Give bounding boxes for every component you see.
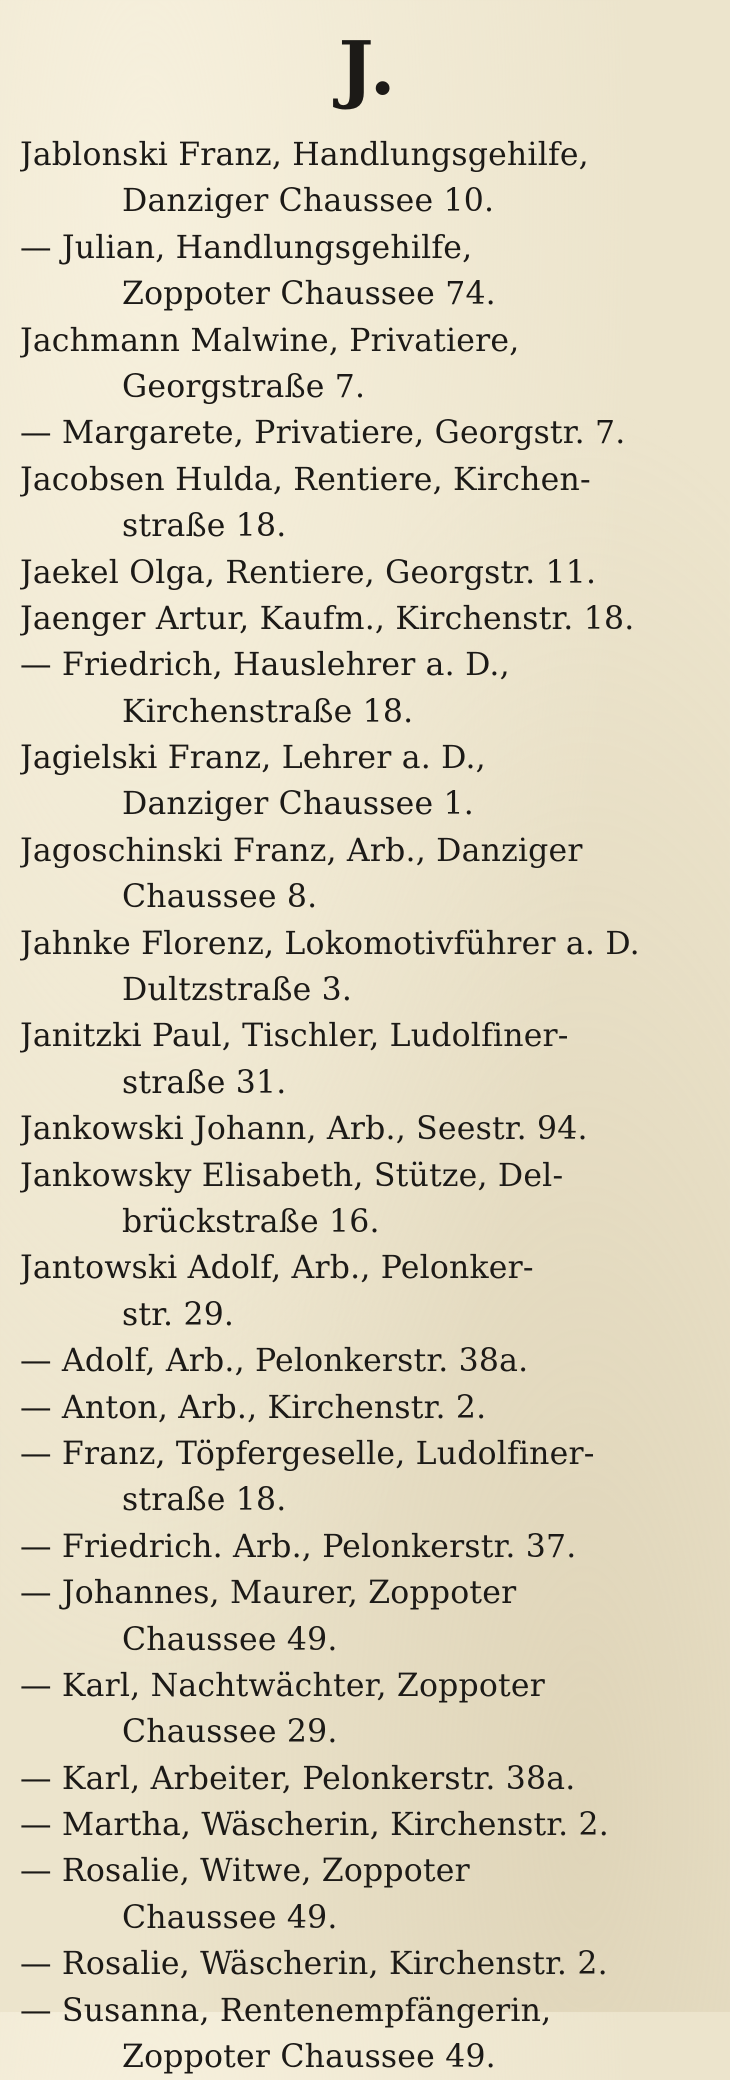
- entry-line: Jankowski Johann, Arb., Seestr. 94.: [20, 1111, 588, 1148]
- entry-line: — Susanna, Rentenempfängerin,: [20, 1992, 552, 2029]
- entry-line: — Rosalie, Witwe, Zoppoter: [20, 1853, 470, 1890]
- entry-continuation-line: Dultzstraße 3.: [122, 972, 353, 1009]
- entry-line: — Martha, Wäscherin, Kirchenstr. 2.: [20, 1807, 609, 1844]
- entry-line: — Johannes, Maurer, Zoppoter: [20, 1575, 517, 1612]
- entry-line: Jachmann Malwine, Privatiere,: [20, 322, 520, 359]
- entry-continuation-line: Danziger Chaussee 1.: [122, 786, 475, 823]
- entry-line: — Adolf, Arb., Pelonkerstr. 38a.: [20, 1343, 529, 1380]
- entry-line: Jahnke Florenz, Lokomotivführer a. D.: [20, 925, 640, 962]
- entry-continuation-line: brückstraße 16.: [122, 1203, 380, 1240]
- entry-line: Jaekel Olga, Rentiere, Georgstr. 11.: [20, 554, 597, 591]
- entry-continuation-line: straße 18.: [122, 1482, 287, 1519]
- entry-line: — Karl, Arbeiter, Pelonkerstr. 38a.: [20, 1760, 576, 1797]
- entry-line: Jaenger Artur, Kaufm., Kirchenstr. 18.: [20, 600, 635, 637]
- entry-line: Jagielski Franz, Lehrer a. D.,: [20, 740, 486, 777]
- entry-line: — Franz, Töpfergeselle, Ludolfiner-: [20, 1435, 595, 1472]
- entry-continuation-line: str. 29.: [122, 1296, 235, 1333]
- section-letter-heading: J.: [338, 26, 398, 112]
- entry-line: — Rosalie, Wäscherin, Kirchenstr. 2.: [20, 1946, 608, 1983]
- entry-continuation-line: straße 18.: [122, 508, 287, 545]
- entry-line: Jantowski Adolf, Arb., Pelonker-: [20, 1250, 534, 1287]
- entry-line: Janitzki Paul, Tischler, Ludolfiner-: [20, 1018, 569, 1055]
- entry-line: Jankowsky Elisabeth, Stütze, Del-: [20, 1157, 564, 1194]
- entry-continuation-line: Kirchenstraße 18.: [122, 693, 414, 730]
- entry-continuation-line: Chaussee 29.: [122, 1714, 338, 1751]
- entry-line: — Karl, Nachtwächter, Zoppoter: [20, 1667, 546, 1704]
- entry-continuation-line: straße 31.: [122, 1064, 287, 1101]
- entry-continuation-line: Chaussee 8.: [122, 879, 318, 916]
- entry-continuation-line: Chaussee 49.: [122, 1899, 338, 1936]
- entry-line: — Anton, Arb., Kirchenstr. 2.: [20, 1389, 487, 1426]
- entry-line: Jagoschinski Franz, Arb., Danziger: [20, 832, 583, 869]
- directory-entry-list: [20, 132, 716, 2080]
- entry-continuation-line: Danziger Chaussee 10.: [122, 183, 495, 220]
- entry-continuation-line: Zoppoter Chaussee 49.: [122, 2039, 496, 2076]
- entry-line: — Julian, Handlungsgehilfe,: [20, 229, 473, 266]
- entry-line: Jacobsen Hulda, Rentiere, Kirchen-: [20, 461, 591, 498]
- entry-line: — Friedrich. Arb., Pelonkerstr. 37.: [20, 1528, 577, 1565]
- entry-continuation-line: Chaussee 49.: [122, 1621, 338, 1658]
- entry-continuation-line: Georgstraße 7.: [122, 368, 366, 405]
- entry-continuation-line: Zoppoter Chaussee 74.: [122, 276, 496, 313]
- entry-line: Jablonski Franz, Handlungsgehilfe,: [20, 137, 589, 173]
- entry-line: — Friedrich, Hauslehrer a. D.,: [20, 647, 510, 684]
- entry-line: — Margarete, Privatiere, Georgstr. 7.: [20, 415, 626, 452]
